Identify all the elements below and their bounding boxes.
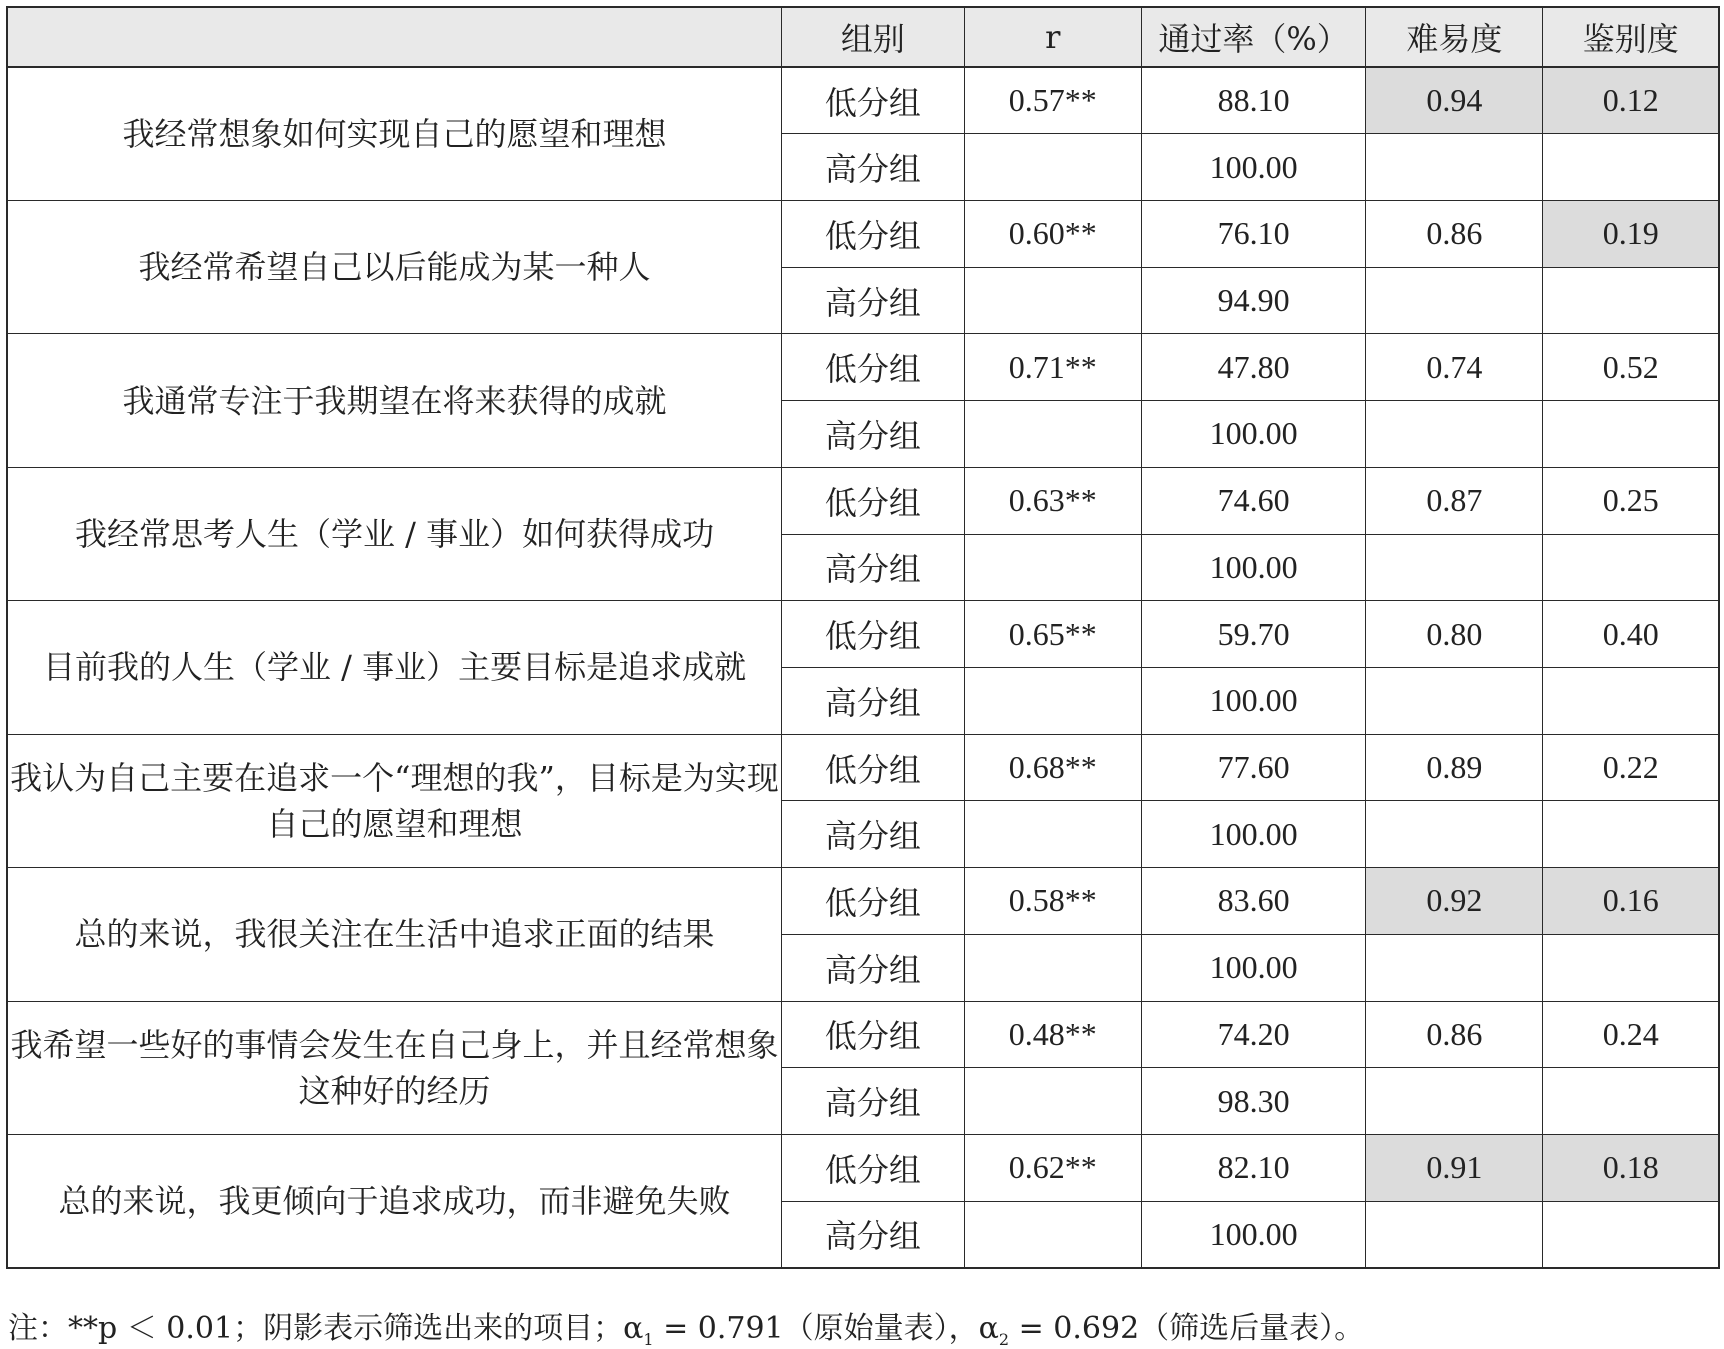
discrimination-value: 0.19 xyxy=(1543,200,1719,267)
difficulty-value: 0.86 xyxy=(1366,1001,1543,1068)
pass-rate-low: 77.60 xyxy=(1141,734,1365,801)
discrimination-empty xyxy=(1543,534,1719,601)
discrimination-value: 0.18 xyxy=(1543,1135,1719,1202)
pass-rate-low: 88.10 xyxy=(1141,67,1365,134)
table-note xyxy=(8,1303,1364,1349)
group-label-low: 低分组 xyxy=(782,868,965,935)
data-table xyxy=(6,6,1720,1269)
discrimination-value: 0.24 xyxy=(1543,1001,1719,1068)
discrimination-value: 0.25 xyxy=(1543,467,1719,534)
group-label-high: 高分组 xyxy=(782,801,965,868)
difficulty-value: 0.87 xyxy=(1366,467,1543,534)
r-value: 0.65** xyxy=(964,601,1141,668)
difficulty-empty xyxy=(1366,1201,1543,1268)
discrimination-empty xyxy=(1543,401,1719,468)
item-text: 我通常专注于我期望在将来获得的成就 xyxy=(7,334,782,467)
note-suffix: = 0.692（筛选后量表）。 xyxy=(1009,1311,1365,1346)
group-label-low: 低分组 xyxy=(782,334,965,401)
table-row xyxy=(7,67,1719,134)
table-row xyxy=(7,467,1719,534)
r-empty xyxy=(964,1068,1141,1135)
pass-rate-low: 83.60 xyxy=(1141,868,1365,935)
header-group: 组别 xyxy=(782,7,965,67)
discrimination-empty xyxy=(1543,1201,1719,1268)
r-value: 0.60** xyxy=(964,200,1141,267)
difficulty-value: 0.89 xyxy=(1366,734,1543,801)
discrimination-empty xyxy=(1543,801,1719,868)
item-text: 我经常思考人生（学业 / 事业）如何获得成功 xyxy=(7,467,782,600)
difficulty-empty xyxy=(1366,534,1543,601)
group-label-high: 高分组 xyxy=(782,1201,965,1268)
difficulty-empty xyxy=(1366,934,1543,1001)
r-empty xyxy=(964,134,1141,201)
difficulty-value: 0.91 xyxy=(1366,1135,1543,1202)
difficulty-value: 0.86 xyxy=(1366,200,1543,267)
pass-rate-high: 100.00 xyxy=(1141,534,1365,601)
group-label-high: 高分组 xyxy=(782,1068,965,1135)
r-value: 0.58** xyxy=(964,868,1141,935)
difficulty-value: 0.94 xyxy=(1366,67,1543,134)
group-label-high: 高分组 xyxy=(782,934,965,1001)
group-label-high: 高分组 xyxy=(782,401,965,468)
difficulty-empty xyxy=(1366,267,1543,334)
table-row xyxy=(7,334,1719,401)
r-empty xyxy=(964,1201,1141,1268)
discrimination-empty xyxy=(1543,267,1719,334)
pass-rate-high: 100.00 xyxy=(1141,1201,1365,1268)
note-prefix: 注：**p ＜ 0.01；阴影表示筛选出来的项目；α xyxy=(8,1311,644,1346)
difficulty-empty xyxy=(1366,801,1543,868)
discrimination-empty xyxy=(1543,667,1719,734)
r-empty xyxy=(964,667,1141,734)
pass-rate-low: 82.10 xyxy=(1141,1135,1365,1202)
item-text: 我希望一些好的事情会发生在自己身上，并且经常想象这种好的经历 xyxy=(7,1001,782,1134)
note-sub-2: 2 xyxy=(998,1330,1010,1349)
group-label-low: 低分组 xyxy=(782,67,965,134)
pass-rate-high: 100.00 xyxy=(1141,134,1365,201)
group-label-low: 低分组 xyxy=(782,200,965,267)
item-text: 总的来说，我很关注在生活中追求正面的结果 xyxy=(7,868,782,1001)
pass-rate-low: 47.80 xyxy=(1141,334,1365,401)
discrimination-empty xyxy=(1543,1068,1719,1135)
group-label-high: 高分组 xyxy=(782,534,965,601)
difficulty-empty xyxy=(1366,1068,1543,1135)
pass-rate-low: 76.10 xyxy=(1141,200,1365,267)
header-discrimination: 鉴别度 xyxy=(1543,7,1719,67)
item-text: 我认为自己主要在追求一个“理想的我”，目标是为实现自己的愿望和理想 xyxy=(7,734,782,867)
discrimination-value: 0.52 xyxy=(1543,334,1719,401)
header-row xyxy=(7,7,1719,67)
pass-rate-high: 100.00 xyxy=(1141,667,1365,734)
header-difficulty: 难易度 xyxy=(1366,7,1543,67)
difficulty-value: 0.92 xyxy=(1366,868,1543,935)
r-empty xyxy=(964,267,1141,334)
pass-rate-high: 94.90 xyxy=(1141,267,1365,334)
r-value: 0.48** xyxy=(964,1001,1141,1068)
table-row xyxy=(7,1135,1719,1202)
group-label-low: 低分组 xyxy=(782,1001,965,1068)
group-label-high: 高分组 xyxy=(782,134,965,201)
table-row xyxy=(7,1001,1719,1068)
table-body xyxy=(7,67,1719,1268)
r-empty xyxy=(964,401,1141,468)
table-row xyxy=(7,734,1719,801)
item-text: 我经常希望自己以后能成为某一种人 xyxy=(7,200,782,333)
group-label-low: 低分组 xyxy=(782,601,965,668)
group-label-low: 低分组 xyxy=(782,734,965,801)
group-label-low: 低分组 xyxy=(782,467,965,534)
r-empty xyxy=(964,801,1141,868)
difficulty-empty xyxy=(1366,134,1543,201)
discrimination-value: 0.40 xyxy=(1543,601,1719,668)
pass-rate-low: 74.60 xyxy=(1141,467,1365,534)
table-row xyxy=(7,200,1719,267)
header-item xyxy=(7,7,782,67)
group-label-low: 低分组 xyxy=(782,1135,965,1202)
difficulty-value: 0.74 xyxy=(1366,334,1543,401)
pass-rate-high: 100.00 xyxy=(1141,401,1365,468)
group-label-high: 高分组 xyxy=(782,267,965,334)
r-value: 0.68** xyxy=(964,734,1141,801)
pass-rate-low: 74.20 xyxy=(1141,1001,1365,1068)
r-empty xyxy=(964,534,1141,601)
pass-rate-high: 100.00 xyxy=(1141,934,1365,1001)
discrimination-empty xyxy=(1543,134,1719,201)
r-value: 0.63** xyxy=(964,467,1141,534)
r-value: 0.71** xyxy=(964,334,1141,401)
r-empty xyxy=(964,934,1141,1001)
difficulty-empty xyxy=(1366,667,1543,734)
note-sub-1: 1 xyxy=(643,1330,654,1349)
note-mid: = 0.791（原始量表），α xyxy=(653,1311,999,1346)
table-row xyxy=(7,868,1719,935)
pass-rate-high: 98.30 xyxy=(1141,1068,1365,1135)
discrimination-empty xyxy=(1543,934,1719,1001)
r-value: 0.57** xyxy=(964,67,1141,134)
item-text: 我经常想象如何实现自己的愿望和理想 xyxy=(7,67,782,200)
header-pass-rate: 通过率（%） xyxy=(1141,7,1365,67)
r-value: 0.62** xyxy=(964,1135,1141,1202)
table-row xyxy=(7,601,1719,668)
group-label-high: 高分组 xyxy=(782,667,965,734)
pass-rate-low: 59.70 xyxy=(1141,601,1365,668)
discrimination-value: 0.22 xyxy=(1543,734,1719,801)
pass-rate-high: 100.00 xyxy=(1141,801,1365,868)
header-r: r xyxy=(964,7,1141,67)
item-text: 目前我的人生（学业 / 事业）主要目标是追求成就 xyxy=(7,601,782,734)
item-text: 总的来说，我更倾向于追求成功，而非避免失败 xyxy=(7,1135,782,1269)
discrimination-value: 0.16 xyxy=(1543,868,1719,935)
discrimination-value: 0.12 xyxy=(1543,67,1719,134)
difficulty-empty xyxy=(1366,401,1543,468)
difficulty-value: 0.80 xyxy=(1366,601,1543,668)
